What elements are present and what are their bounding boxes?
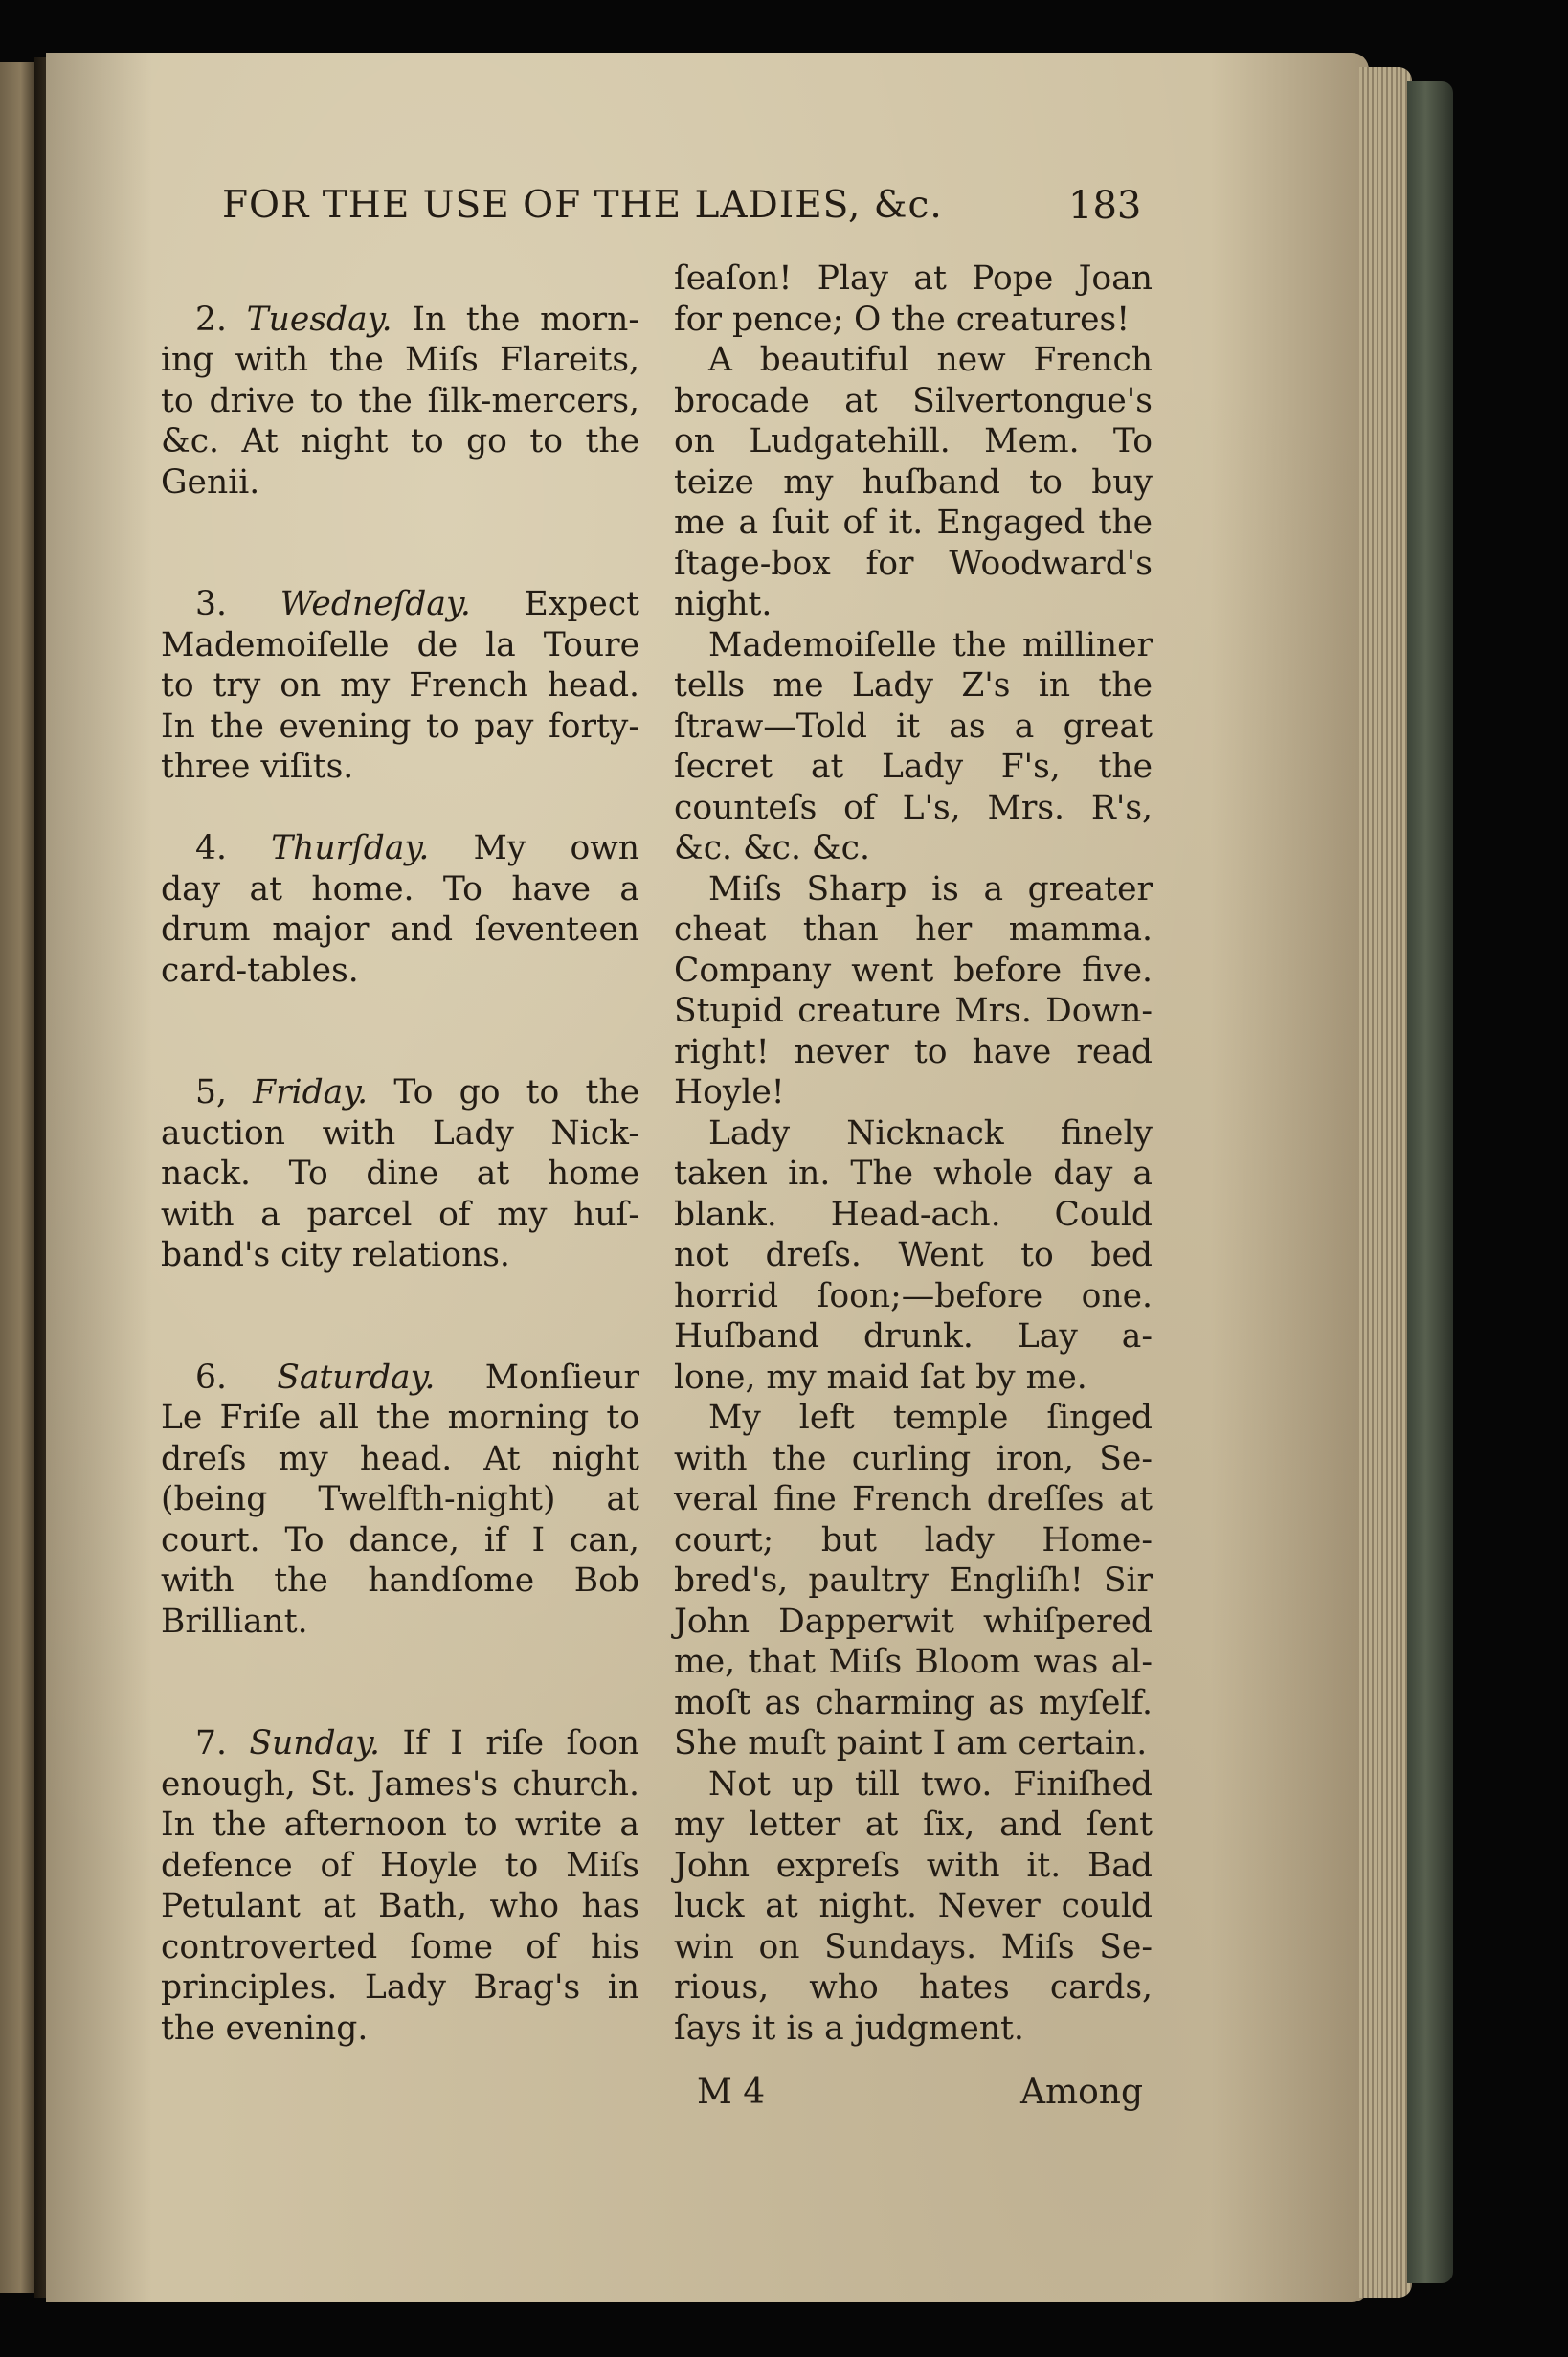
entry-spacer <box>161 1276 639 1317</box>
entry-line: with the handſome Bob <box>161 1561 639 1600</box>
text-line: moſt as charming as myſelf. <box>674 1683 1153 1722</box>
entry-day: Wedneſday. <box>280 585 471 623</box>
entry-line: In the afternoon to write a <box>161 1806 639 1844</box>
entry-line: In the evening to pay forty- <box>161 707 639 746</box>
text-line: lone, my maid ſat by me. <box>674 1358 1087 1397</box>
entry-spacer <box>161 1032 639 1073</box>
entry-line: drum major and ſeventeen <box>161 910 639 949</box>
text-line: ſtraw—Told it as a great <box>674 707 1153 746</box>
entry-line: Le Friſe all the morning to <box>161 1399 639 1437</box>
text-line: teize my huſband to buy <box>674 462 1153 502</box>
entry-line: nack. To dine at home <box>161 1155 639 1193</box>
entry-text: Monſieur <box>484 1358 640 1397</box>
entry-spacer <box>161 1683 639 1724</box>
entry-line: &c. At night to go to the <box>161 422 639 460</box>
entry-first-line <box>161 1072 639 1113</box>
entry-number: 2. <box>195 300 227 339</box>
entry-text: Expect <box>524 585 640 623</box>
diary-entry <box>161 1723 639 2049</box>
entry-line: Petulant at Bath, who has <box>161 1887 639 1925</box>
page-number: 183 <box>1068 184 1142 228</box>
entry-line: controverted ſome of his <box>161 1927 639 1966</box>
text-line: right! never to have read <box>674 1032 1153 1071</box>
text-line: veral fine French dreſſes at <box>674 1480 1153 1518</box>
text-line: not dreſs. Went to bed <box>674 1236 1153 1274</box>
text-line: counteſs of L's, Mrs. R's, <box>674 788 1153 827</box>
entry-line: principles. Lady Brag's in <box>161 1968 639 2007</box>
text-line: ſtage-box for Woodward's <box>674 544 1153 583</box>
text-line: Huſband drunk. Lay a- <box>674 1317 1153 1356</box>
text-line: Mademoiſelle the milliner <box>708 625 1153 664</box>
text-line: blank. Head-ach. Could <box>674 1195 1153 1234</box>
catchword: Among <box>1020 2073 1144 2112</box>
running-head: FOR THE USE OF THE LADIES, &c. <box>222 184 943 227</box>
entry-text: In the morn- <box>412 300 640 339</box>
column-spacer <box>161 258 639 300</box>
text-line: bred's, paultry Engliſh! Sir <box>674 1561 1153 1600</box>
text-line: John expreſs with it. Bad <box>674 1846 1153 1885</box>
entry-day: Friday. <box>253 1073 369 1111</box>
entry-line: to drive to the ſilk-mercers, <box>161 381 639 420</box>
text-line: court; but lady Home- <box>674 1520 1153 1560</box>
entry-number: 7. <box>195 1724 227 1762</box>
entry-line: to try on my French head. <box>161 666 639 705</box>
entry-spacer <box>161 991 639 1032</box>
text-line: night. <box>674 585 773 623</box>
entry-line: (being Twelfth-night) at <box>161 1480 639 1518</box>
entry-text: My own <box>473 829 640 867</box>
entry-line: auction with Lady Nick- <box>161 1113 639 1153</box>
entry-first-line <box>161 300 639 341</box>
text-line: win on Sundays. Miſs Se- <box>674 1927 1153 1966</box>
entry-line: Genii. <box>161 462 260 502</box>
signature-mark: M 4 <box>697 2073 766 2112</box>
left-column <box>161 258 639 2049</box>
facing-page-edge <box>0 62 34 2293</box>
entry-day: Sunday. <box>249 1724 380 1762</box>
entry-line: court. To dance, if I can, <box>161 1520 639 1560</box>
entry-number: 4. <box>195 829 227 867</box>
entry-number: 3. <box>195 585 227 623</box>
entry-line: Brilliant. <box>161 1602 308 1641</box>
text-line: She muſt paint I am certain. <box>674 1724 1148 1762</box>
entry-spacer <box>161 788 639 829</box>
text-line: on Ludgatehill. Mem. To <box>674 422 1153 460</box>
entry-line: ing with the Miſs Flareits, <box>161 341 639 379</box>
entry-spacer <box>161 544 639 585</box>
diary-entry <box>161 828 639 991</box>
entry-first-line <box>161 584 639 625</box>
text-line: cheat than her mamma. <box>674 910 1153 949</box>
entry-line: card-tables. <box>161 951 359 990</box>
entry-line: dreſs my head. At night <box>161 1439 639 1478</box>
text-line: ſays it is a judgment. <box>674 2009 1024 2048</box>
text-line: My left temple ſinged <box>708 1399 1153 1437</box>
text-line: me a ſuit of it. Engaged the <box>674 504 1153 542</box>
text-line: rious, who hates cards, <box>674 1968 1153 2007</box>
text-line: with the curling iron, Se- <box>674 1439 1153 1478</box>
entry-spacer <box>161 1316 639 1358</box>
entry-text: To go to the <box>393 1073 640 1111</box>
right-column <box>674 258 1153 2049</box>
entry-line: three viſits. <box>161 748 354 786</box>
entry-text: If I riſe ſoon <box>402 1724 640 1762</box>
entry-day: Saturday. <box>277 1358 436 1397</box>
text-line: Not up till two. Finiſhed <box>708 1764 1153 1804</box>
entry-spacer <box>161 1642 639 1683</box>
entry-first-line <box>161 1723 639 1764</box>
book-binding <box>1407 81 1453 2283</box>
entry-day: Thurſday. <box>271 829 430 867</box>
entry-line: Mademoiſelle de la Toure <box>161 625 639 664</box>
entry-line: with a parcel of my huſ- <box>161 1195 639 1234</box>
entry-spacer <box>161 503 639 544</box>
text-line: &c. &c. &c. <box>674 829 870 867</box>
text-line: brocade at Silvertongue's <box>674 381 1153 420</box>
entry-number: 6. <box>195 1358 227 1397</box>
text-line: luck at night. Never could <box>674 1887 1153 1925</box>
diary-entry <box>161 1358 639 1643</box>
entry-first-line <box>161 828 639 869</box>
entry-first-line <box>161 1358 639 1399</box>
page-edges <box>1359 67 1412 2298</box>
entry-line: defence of Hoyle to Miſs <box>161 1846 639 1885</box>
text-line: me, that Miſs Bloom was al- <box>674 1643 1153 1681</box>
diary-entry <box>161 1072 639 1276</box>
entry-number: 5, <box>195 1073 227 1111</box>
text-line: my letter at ſix, and ſent <box>674 1806 1153 1844</box>
text-line: A beautiful new French <box>708 341 1153 379</box>
text-line: tells me Lady Z's in the <box>674 666 1153 705</box>
text-line: taken in. The whole day a <box>674 1155 1153 1193</box>
text-line: Miſs Sharp is a greater <box>708 869 1153 909</box>
text-line: horrid ſoon;—before one. <box>674 1276 1153 1315</box>
text-line: John Dapperwit whiſpered <box>674 1602 1153 1641</box>
entry-line: enough, St. James's church. <box>161 1764 639 1804</box>
entry-day: Tuesday. <box>246 300 392 339</box>
text-line: ſecret at Lady F's, the <box>674 748 1153 786</box>
text-line: Company went before five. <box>674 951 1153 990</box>
entry-line: the evening. <box>161 2009 369 2048</box>
text-line: Lady Nicknack finely <box>708 1113 1153 1153</box>
text-line: ſeaſon! Play at Pope Joan <box>674 259 1153 298</box>
diary-entry <box>161 300 639 504</box>
text-line: Stupid creature Mrs. Down- <box>674 992 1153 1030</box>
diary-entry <box>161 584 639 788</box>
text-line: for pence; O the creatures! <box>674 300 1131 339</box>
entry-line: band's city relations. <box>161 1236 510 1274</box>
text-line: Hoyle! <box>674 1073 785 1111</box>
entry-line: day at home. To have a <box>161 869 639 909</box>
